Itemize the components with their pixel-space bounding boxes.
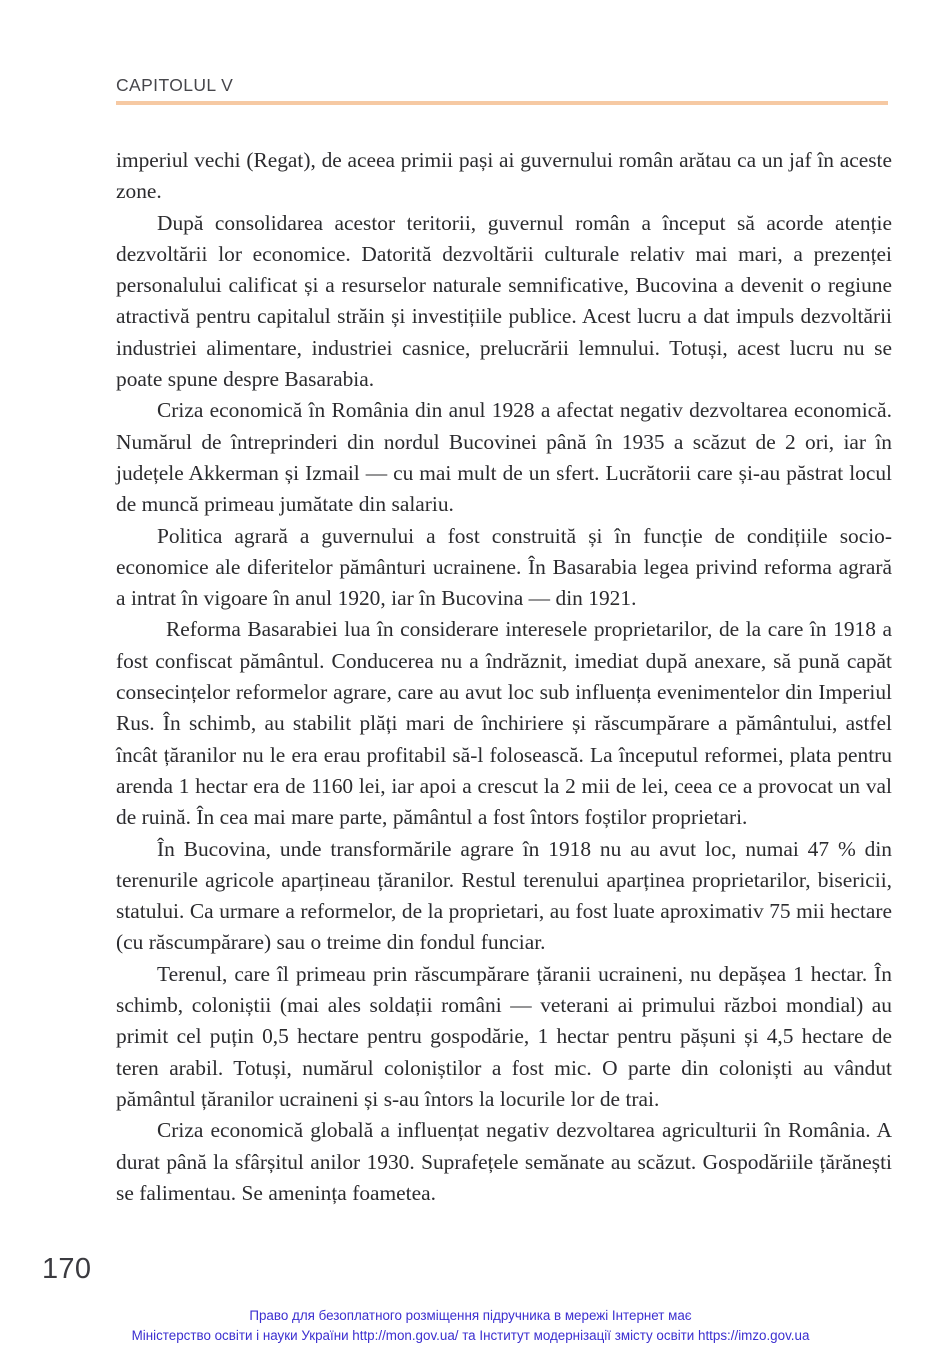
paragraph: Reforma Basarabiei lua în considerare interesele proprietarilor, de la care în 1918 a fost confiscat pământul. Conducerea nu a îndrăznit, imediat după anexare, să pună capăt consecințelor reformelor agrare, care au avut loc sub influența evenimentelor din Imperiul Rus. În schimb, au stabilit plăți mari de închiriere și răscumpărare a pământului, astfel încât țăranilor nu le era erau profitabil să-l folosească. La începutul reformei, plata pentru arenda 1 hectar era de 1160 lei, iar apoi a crescut la 2 mii de lei, ceea ce a provocat un val de ruină. În cea mai mare parte, pământul a fost întors foștilor proprietari. [116,617,892,830]
footer-line-2: Міністерство освіти і науки України http://mon.gov.ua/ та Інститут модернізації змісту освіти https://imzo.gov.ua [131,1327,810,1343]
footer-line-1: Право для безоплатного розміщення підручника в мережі Інтернет має [249,1308,692,1323]
paragraph: După consolidarea acestor teritorii, guvernul român a început să acorde atenție dezvoltării lor economice. Datorită dezvoltării culturale relativ mai mari, a prezenței personalului calificat și a resurselor naturale semnificative, Bucovina a devenit o regiune atractivă pentru capitalul străin și investițiile publice. Acest lucru a dat impuls dezvoltării industriei alimentare, industriei casnice, prelucrării lemnului. Totuși, acest lucru nu se poate spune despre Basarabia. [116,210,892,392]
paragraph: imperiul vechi (Regat), de aceea primii pași ai guvernului român arătau ca un jaf în aceste zone. [116,148,892,204]
paragraph: Politica agrară a guvernului a fost construită și în funcție de condițiile socio-economice ale diferitelor pământuri ucrainene. În Basarabia legea privind reforma agrară a intrat în vigoare în anul 1920, iar în Bucovina — din 1921. [116,523,892,611]
header-rule [116,101,888,105]
paragraph: Criza economică globală a influențat negativ dezvoltarea agriculturii în România. A durat până la sfârșitul anilor 1930. Suprafețele semănate au scăzut. Gospodăriile țărănești se falimentau. Se amenința foametea. [116,1118,892,1205]
running-head [116,76,890,95]
paragraph: Criza economică în România din anul 1928 a afectat negativ dezvoltarea economică. Numărul de întreprinderi din nordul Bucovinei până în 1935 a scăzut de 2 ori, iar în județele Akkerman și Izmail — cu mai mult de un sfert. Lucrătorii care și-au păstrat locul de muncă primeau jumătate din salariu. [116,398,892,517]
chapter-label: CAPITOLUL V [116,75,234,95]
body-text-column [116,145,892,1209]
page-number: 170 [42,1253,92,1285]
footer-notice [0,1306,941,1345]
paragraph: Terenul, care îl primeau prin răscumpărare țăranii ucraineni, nu depășea 1 hectar. În schimb, coloniștii (mai ales soldații români — veterani ai primului război mondial) au primit cel puțin 0,5 hectare pentru gospodărie, 1 hectar pentru pășuni și 4,5 hectare de teren arabil. Totuși, numărul coloniștilor a fost mic. O parte din coloniști au vândut pământul țăranilor ucraineni și s-au întors la locurile lor de trai. [116,961,892,1111]
paragraph: În Bucovina, unde transformările agrare în 1918 nu au avut loc, numai 47 % din terenurile agricole aparțineau țăranilor. Restul terenului aparținea proprietarilor, bisericii, statului. Ca urmare a reformelor, de la proprietari, au fost luate aproximativ 75 mii hectare (cu răscumpărare) sau o treime din fondul funciar. [116,836,892,955]
